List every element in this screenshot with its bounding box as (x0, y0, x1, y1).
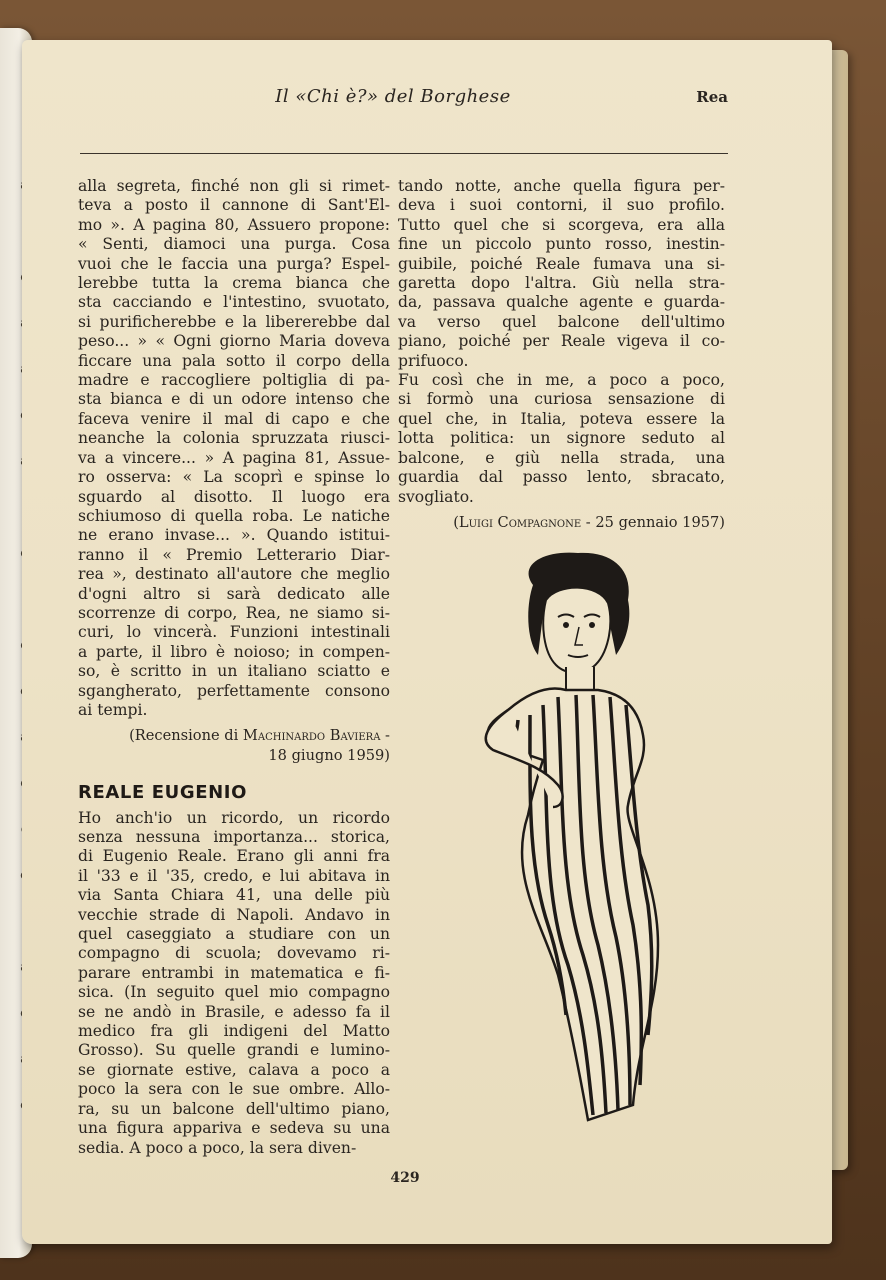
text-line: schiumoso di quella roba. Le natiche (78, 506, 390, 525)
text-line: rea », destinato all'autore che meglio (78, 565, 390, 584)
text-line: piano, poiché per Reale vigeva il co- (398, 332, 725, 351)
text-line: garetta dopo l'altra. Giù nella stra- (398, 274, 725, 293)
text-line: medico fra gli indigeni del Matto (78, 1022, 390, 1041)
text-line: senza nessuna importanza... storica, (78, 828, 390, 846)
text-line: guibile, poiché Reale fumava una si- (398, 254, 725, 273)
text-line: va a vincere... » A pagina 81, Assue- (78, 448, 390, 467)
header-title: Il «Chi è?» del Borghese (275, 86, 511, 107)
citation-author: Machinardo Baviera (242, 727, 381, 745)
left-column (78, 177, 390, 1158)
text-line: vuoi che le faccia una purga? Espel- (78, 254, 390, 273)
text-line: via Santa Chiara 41, una delle più (78, 886, 390, 905)
section-heading: REALE EUGENIO (78, 782, 247, 804)
text-line: ficcare una pala sotto il corpo della (78, 351, 390, 370)
header-rule (80, 153, 728, 154)
text-line: va verso quel balcone dell'ultimo (398, 312, 725, 331)
running-header (52, 86, 734, 116)
citation-date: 18 giugno 1959) (268, 746, 390, 764)
text-line: a parte, il libro è noioso; in compen- (78, 642, 390, 661)
text-line: lerebbe tutta la crema bianca che (78, 274, 390, 293)
text-line: sgangherato, perfettamente consono (78, 681, 390, 700)
text-line: peso... » « Ogni giorno Maria doveva (78, 332, 390, 351)
text-line: fine un piccolo punto rosso, inestin- (398, 235, 725, 254)
text-line: ai tempi. (78, 700, 148, 719)
right-column (398, 177, 725, 532)
text-line: ra, su un balcone dell'ultimo piano, (78, 1099, 390, 1118)
text-line: sta bianca e di un odore intenso che (78, 390, 390, 409)
text-line: ne erano invase... ». Quando istitui- (78, 526, 390, 545)
text-line: sedia. A poco a poco, la sera diven- (78, 1138, 357, 1157)
text-line: compagno di scuola; dovevamo ri- (78, 944, 390, 963)
text-line: Ho anch'io un ricordo, un ricordo (78, 808, 390, 827)
text-line: scorrenze di corpo, Rea, ne siamo si- (78, 603, 390, 622)
citation-dash: - (380, 727, 390, 745)
text-line: teva a posto il cannone di Sant'El- (78, 196, 390, 215)
text-line: sguardo al disotto. Il luogo era (78, 487, 390, 506)
right-text (398, 177, 725, 507)
text-line: sica. (In seguito quel mio compagno (78, 983, 390, 1002)
header-section-tag: Rea (696, 88, 728, 106)
text-line: si formò una curiosa sensazione di (398, 390, 725, 409)
text-line: deva i suoi contorni, il suo profilo. (398, 196, 725, 215)
review-citation (78, 726, 390, 765)
text-line: guardia dal passo lento, sbracato, (398, 468, 725, 487)
text-line: mo ». A pagina 80, Assuero propone: (78, 215, 390, 234)
text-line: poco la sera con le sue ombre. Allo- (78, 1080, 390, 1099)
text-line: quel che, in Italia, poteva essere la (398, 409, 725, 428)
text-line: si purificherebbe e la libererebbe dal (78, 312, 390, 331)
text-line: svogliato. (398, 487, 474, 506)
text-line: Tutto quel che si scorgeva, era alla (398, 215, 725, 234)
woodcut-woman-portrait-icon (448, 545, 678, 1145)
text-line: ranno il « Premio Letterario Diar- (78, 545, 390, 564)
text-line: lotta politica: un signore seduto al (398, 429, 725, 448)
text-line: se ne andò in Brasile, e adesso fa il (78, 1002, 390, 1021)
text-line: una figura appariva e sedeva su una (78, 1119, 390, 1138)
page-number: 429 (390, 1170, 420, 1186)
text-line: faceva venire il mal di capo e che (78, 409, 390, 428)
text-line: di Eugenio Reale. Erano gli anni fra (78, 847, 390, 866)
text-line: parare entrambi in matematica e fi- (78, 963, 390, 982)
citation-prefix: (Recensione di (129, 727, 243, 745)
section-text (78, 809, 390, 1158)
right-citation-date: - 25 gennaio 1957) (581, 513, 725, 531)
review-text (78, 177, 390, 720)
text-line: prifuoco. (398, 351, 469, 370)
text-line: ro osserva: « La scoprì e spinse lo (78, 468, 390, 487)
text-line: vecchie strade di Napoli. Andavo in (78, 905, 390, 924)
text-line: il '33 e il '35, credo, e lui abitava in (78, 866, 390, 885)
right-citation-author: Luigi Compagnone (458, 513, 582, 531)
text-line: quel caseggiato a studiare con un (78, 925, 390, 944)
text-line: « Senti, diamoci una purga. Cosa (78, 235, 390, 254)
text-line: se giornate estive, calava a poco a (78, 1060, 390, 1079)
right-citation: (Luigi Compagnone - 25 gennaio 1957) (453, 513, 725, 531)
text-line: Fu così che in me, a poco a poco, (398, 371, 725, 390)
text-line: da, passava qualche agente e guarda- (398, 293, 725, 312)
text-line: curi, lo vincerà. Funzioni intestinali (78, 623, 390, 642)
text-line: alla segreta, finché non gli si rimet- (78, 177, 390, 195)
text-line: so, è scritto in un italiano sciatto e (78, 662, 390, 681)
text-line: tando notte, anche quella figura per- (398, 177, 725, 195)
text-line: madre e raccogliere poltiglia di pa- (78, 371, 390, 390)
text-line: balcone, e giù nella strada, una (398, 448, 725, 467)
text-line: sta cacciando e l'intestino, svuotato, (78, 293, 390, 312)
text-line: neanche la colonia spruzzata riusci- (78, 429, 390, 448)
text-line: d'ogni altro si sarà dedicato alle (78, 584, 390, 603)
text-line: Grosso). Su quelle grandi e lumino- (78, 1041, 390, 1060)
